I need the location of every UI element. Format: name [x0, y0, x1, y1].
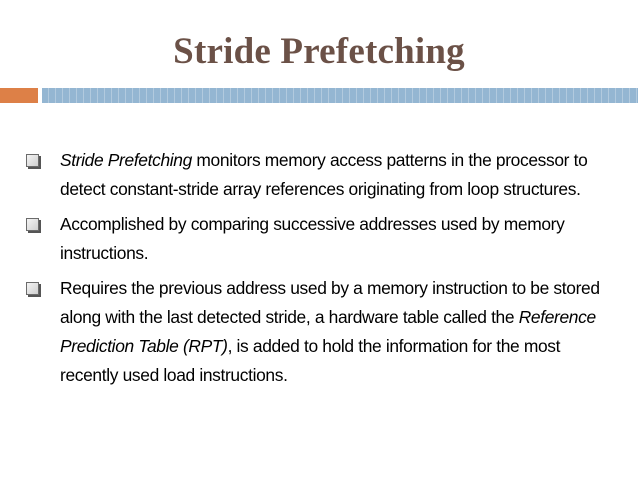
square-bullet-icon: [26, 282, 39, 295]
bullet-1-text: monitors memory access patterns in the processor to detect constant-stride array references originating from loop structures.: [60, 150, 588, 199]
bullet-3-emphasis: Reference Prediction Table (RPT): [60, 307, 596, 356]
title-rule-accent: [0, 88, 38, 103]
bullet-list: [26, 146, 616, 396]
slide-title: Stride Prefetching: [173, 31, 465, 72]
bullet-1-emphasis: Stride Prefetching: [60, 150, 192, 170]
bullet-3-text-before: Requires the previous address used by a memory instruction to be stored along with the last detected stride, a hardware table called the: [60, 278, 600, 327]
bullet-2-text: Accomplished by comparing successive addresses used by memory instructions.: [60, 214, 565, 263]
bullet-item-2: [26, 210, 616, 268]
bullet-item-1: [26, 146, 616, 204]
title-rule-bar: [42, 88, 638, 103]
square-bullet-icon: [26, 154, 39, 167]
square-bullet-icon: [26, 218, 39, 231]
bullet-3-text-after: , is added to hold the information for the most recently used load instructions.: [60, 336, 561, 385]
bullet-item-3: [26, 274, 616, 390]
